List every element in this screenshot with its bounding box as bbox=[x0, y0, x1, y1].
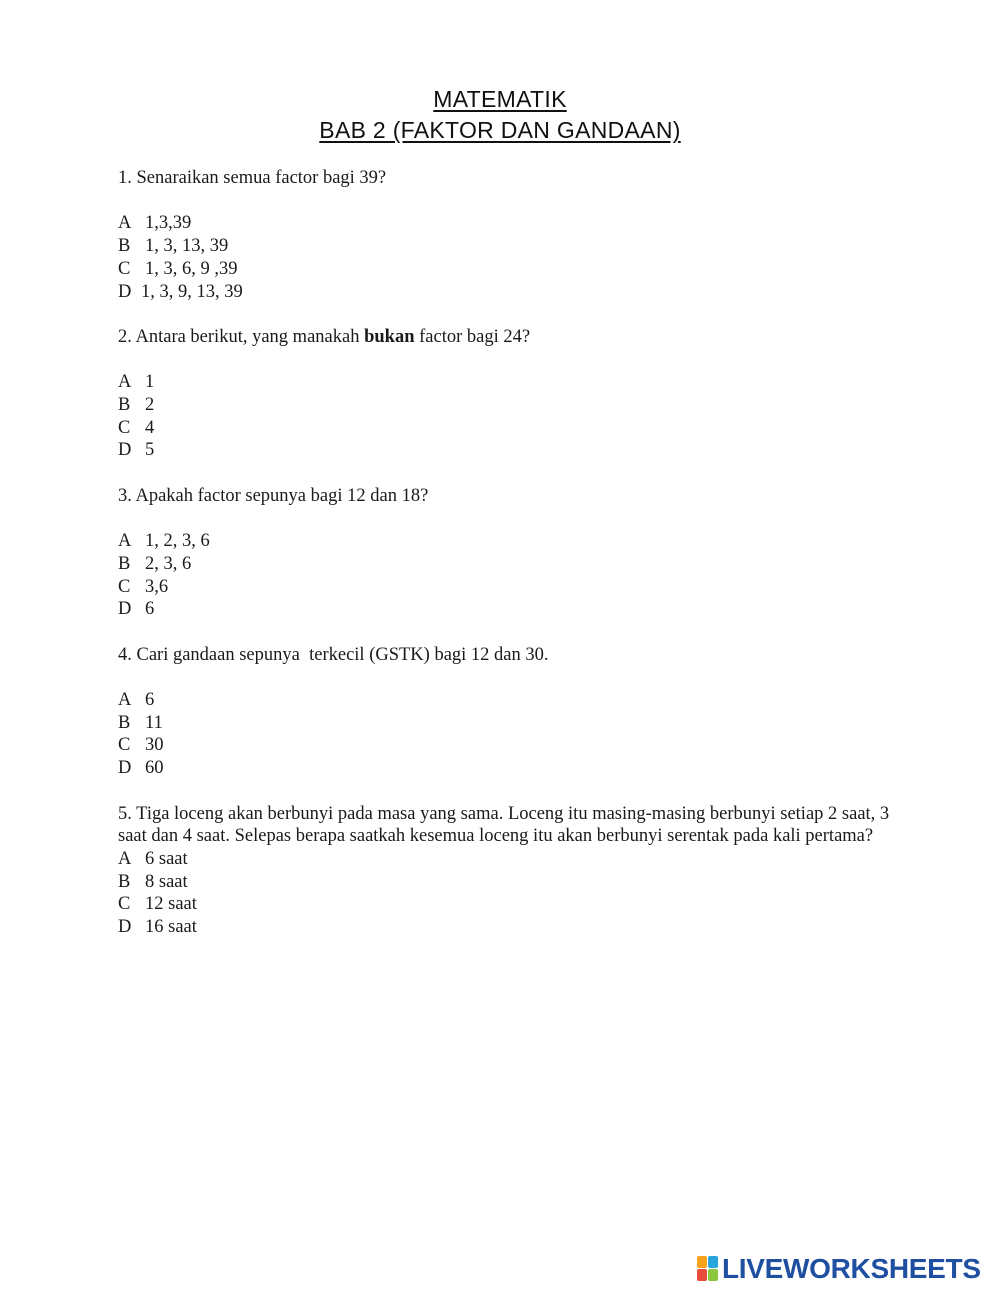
question-2 bbox=[118, 326, 898, 462]
option-value: 5 bbox=[145, 440, 155, 461]
option-d[interactable] bbox=[118, 281, 898, 304]
option-letter: D bbox=[118, 440, 132, 461]
subject-title: MATEMATIK bbox=[433, 86, 567, 112]
option-d[interactable] bbox=[118, 598, 898, 621]
option-c[interactable] bbox=[118, 417, 898, 440]
options-list bbox=[118, 371, 898, 462]
option-letter: D bbox=[118, 599, 132, 620]
option-value: 1, 3, 6, 9 ,39 bbox=[145, 258, 238, 279]
option-letter: B bbox=[118, 712, 131, 733]
option-value: 3,6 bbox=[145, 576, 169, 597]
option-value: 6 saat bbox=[145, 848, 188, 869]
options-list bbox=[118, 530, 898, 621]
option-value: 1, 3, 9, 13, 39 bbox=[141, 281, 243, 302]
option-value: 11 bbox=[145, 712, 163, 733]
option-value: 60 bbox=[145, 758, 164, 779]
option-letter: A bbox=[118, 213, 132, 234]
option-letter: A bbox=[118, 372, 132, 393]
liveworksheets-logo bbox=[697, 1254, 981, 1284]
option-b[interactable] bbox=[118, 394, 898, 417]
option-letter: B bbox=[118, 236, 131, 257]
question-text: 3. Apakah factor sepunya bagi 12 dan 18? bbox=[118, 485, 429, 506]
option-d[interactable] bbox=[118, 439, 898, 462]
option-a[interactable] bbox=[118, 848, 898, 871]
option-value: 1,3,39 bbox=[145, 213, 192, 234]
option-a[interactable] bbox=[118, 371, 898, 394]
emphasis-bold: bukan bbox=[364, 326, 415, 347]
option-value: 30 bbox=[145, 735, 164, 756]
option-letter: D bbox=[118, 758, 132, 779]
option-value: 2, 3, 6 bbox=[145, 553, 192, 574]
option-letter: C bbox=[118, 894, 131, 915]
option-value: 6 bbox=[145, 690, 155, 711]
question-text: 2. Antara berikut, yang manakah bukan factor bagi 24? bbox=[118, 326, 531, 347]
option-c[interactable] bbox=[118, 576, 898, 599]
question-text: 1. Senaraikan semua factor bagi 39? bbox=[118, 168, 387, 188]
option-a[interactable] bbox=[118, 212, 898, 235]
option-letter: C bbox=[118, 417, 131, 438]
option-c[interactable] bbox=[118, 893, 898, 916]
worksheet-content bbox=[118, 167, 898, 961]
option-a[interactable] bbox=[118, 530, 898, 553]
option-c[interactable] bbox=[118, 258, 898, 281]
option-value: 6 bbox=[145, 599, 155, 620]
option-value: 1, 3, 13, 39 bbox=[145, 236, 229, 257]
option-d[interactable] bbox=[118, 916, 898, 939]
option-value: 12 saat bbox=[145, 894, 197, 915]
option-b[interactable] bbox=[118, 553, 898, 576]
logo-text: LIVEWORKSHEETS bbox=[722, 1253, 981, 1284]
option-c[interactable] bbox=[118, 734, 898, 757]
option-letter: C bbox=[118, 735, 131, 756]
question-text: 5. Tiga loceng akan berbunyi pada masa yang sama. Loceng itu masing-masing berbunyi setiap 2 saat, 3 saat dan 4 saat. Selepas berapa saatkah kesemua loceng itu akan berbunyi serentak pada kali pertama? bbox=[118, 803, 890, 847]
question-5 bbox=[118, 803, 898, 939]
option-letter: D bbox=[118, 281, 132, 302]
option-b[interactable] bbox=[118, 871, 898, 894]
option-letter: A bbox=[118, 531, 132, 552]
liveworksheets-logo-icon bbox=[697, 1256, 719, 1282]
question-4 bbox=[118, 644, 898, 780]
option-letter: A bbox=[118, 848, 132, 869]
option-a[interactable] bbox=[118, 689, 898, 712]
question-3 bbox=[118, 485, 898, 621]
options-list bbox=[118, 689, 898, 780]
option-value: 1 bbox=[145, 372, 155, 393]
option-value: 8 saat bbox=[145, 871, 188, 892]
option-letter: D bbox=[118, 917, 132, 938]
option-letter: C bbox=[118, 258, 131, 279]
option-value: 4 bbox=[145, 417, 155, 438]
option-letter: A bbox=[118, 690, 132, 711]
options-list bbox=[118, 212, 898, 303]
option-letter: B bbox=[118, 553, 131, 574]
option-letter: B bbox=[118, 394, 131, 415]
worksheet-header bbox=[0, 84, 1000, 146]
chapter-title: BAB 2 (FAKTOR DAN GANDAAN) bbox=[319, 117, 681, 143]
option-letter: B bbox=[118, 871, 131, 892]
option-b[interactable] bbox=[118, 235, 898, 258]
question-text: 4. Cari gandaan sepunya terkecil (GSTK) bagi 12 dan 30. bbox=[118, 644, 549, 665]
option-value: 2 bbox=[145, 394, 155, 415]
option-b[interactable] bbox=[118, 712, 898, 735]
option-letter: C bbox=[118, 576, 131, 597]
option-d[interactable] bbox=[118, 757, 898, 780]
option-value: 1, 2, 3, 6 bbox=[145, 531, 210, 552]
options-list bbox=[118, 848, 898, 939]
option-value: 16 saat bbox=[145, 917, 197, 938]
question-1 bbox=[118, 167, 898, 303]
